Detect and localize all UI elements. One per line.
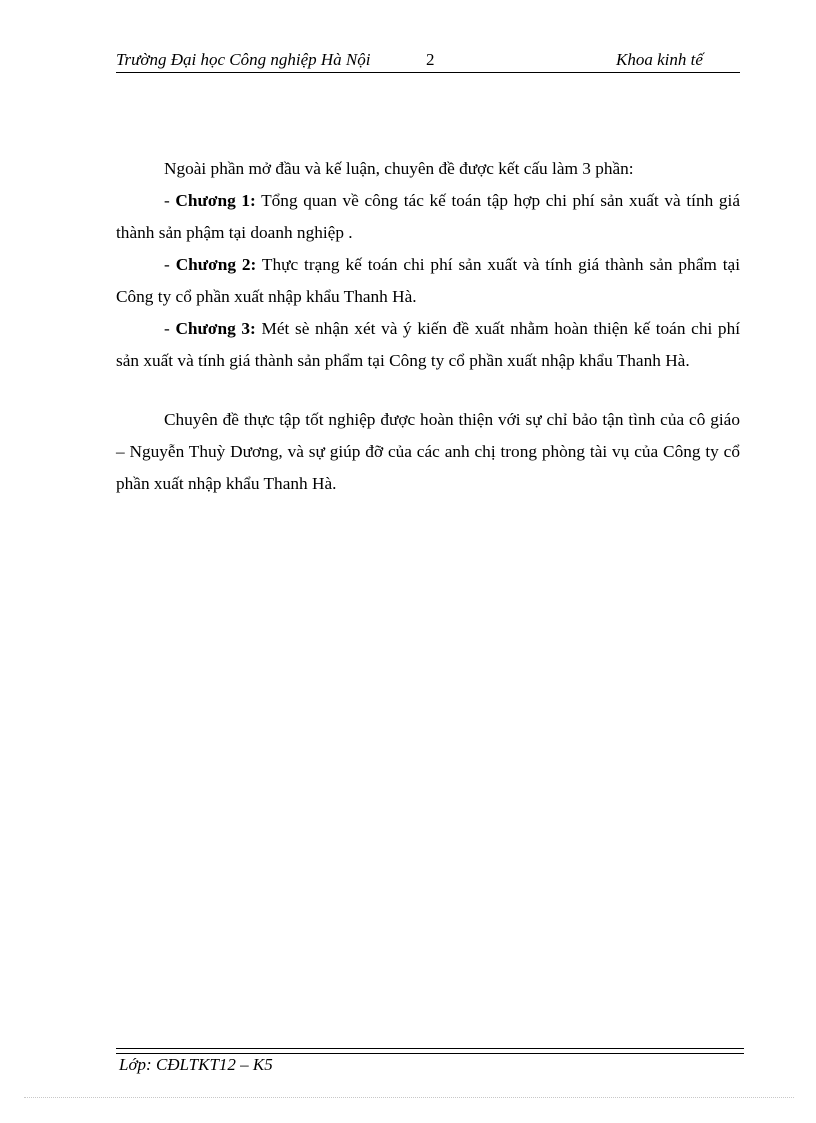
header-page-number: 2: [426, 50, 435, 69]
chapter-2-paragraph: [116, 249, 740, 313]
chapter-1-paragraph: [116, 185, 740, 249]
chapter-1-label: Chương 1:: [175, 191, 256, 210]
header-school-name: Trường Đại học Công nghiệp Hà Nội: [116, 50, 371, 69]
chapter-2-prefix: -: [164, 255, 176, 274]
chapter-3-label: Chương 3:: [175, 319, 256, 338]
chapter-2-text: Thực trạng kế toán chi phí sản xuất và tính giá thành sản phẩm tại Công ty cổ phần xuất nhập khẩu Thanh Hà.: [116, 255, 741, 306]
chapter-1-prefix: -: [164, 191, 176, 210]
chapter-2-label: Chương 2:: [175, 255, 257, 274]
acknowledgement-paragraph: Chuyên đề thực tập tốt nghiệp được hoàn thiện với sự chỉ bảo tận tình của cô giáo – Nguyễn Thuỳ Dương, và sự giúp đỡ của các anh chị trong phòng tài vụ của Công ty cổ phần xuất nhập khẩu Thanh Hà.: [116, 410, 740, 493]
page-header: [116, 48, 740, 73]
chapter-3-paragraph: [116, 313, 740, 377]
document-body: [116, 153, 740, 500]
chapter-3-prefix: -: [164, 319, 176, 338]
footer-double-rule: [116, 1048, 744, 1054]
intro-paragraph: Ngoài phần mở đầu và kế luận, chuyên đề được kết cấu làm 3 phần:: [164, 159, 634, 178]
chapter-1-text: Tổng quan về công tác kế toán tập hợp chi phí sản xuất và tính giá thành sản phậm tại doanh nghiệp .: [116, 191, 740, 242]
footer-class-label: Lớp: CĐLTKT12 – K5: [119, 1055, 273, 1074]
chapter-3-text: Mét sè nhận xét và ý kiến đề xuất nhằm hoàn thiện kế toán chi phí sản xuất và tính giá thành sản phẩm tại Công ty cổ phần xuất nhập khẩu Thanh Hà.: [116, 319, 741, 370]
header-faculty: Khoa kinh tế: [616, 50, 703, 69]
page-edge-dotted-line: [24, 1097, 794, 1098]
